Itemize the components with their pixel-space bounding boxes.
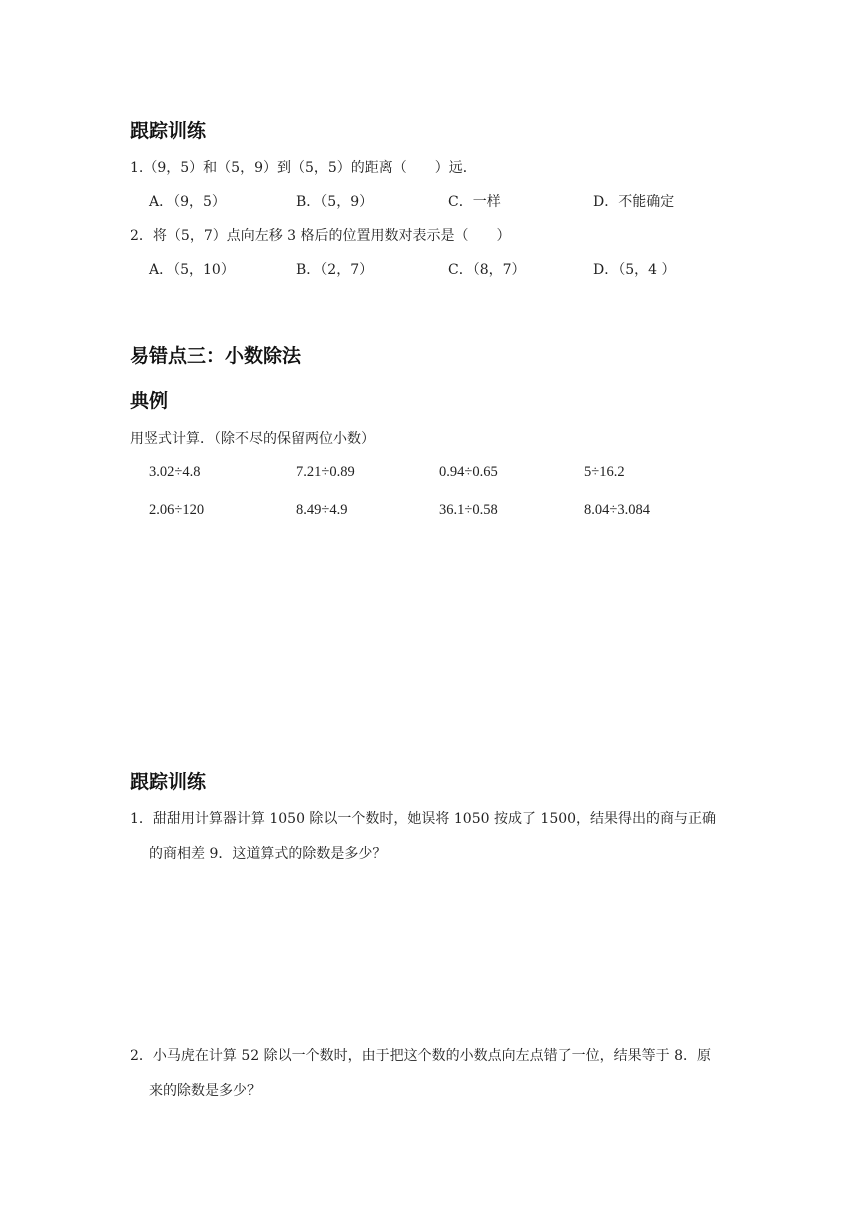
expression: 3.02÷4.8 <box>149 464 201 480</box>
word-problem-1-line-1: 1．甜甜用计算器计算 1050 除以一个数时，她误将 1050 按成了 1500，结果得出的商与正确 <box>130 811 717 827</box>
expression: 8.04÷3.084 <box>584 502 650 518</box>
expression: 8.49÷4.9 <box>296 502 348 518</box>
section1-heading: 跟踪训练 <box>130 120 207 142</box>
example-heading: 典例 <box>130 390 169 412</box>
question-1-stem: 1.（9，5）和（5，9）到（5，5）的距离（ ）远． <box>130 160 477 176</box>
section3-heading: 跟踪训练 <box>130 771 207 793</box>
q2-option-b: B．（2，7） <box>296 262 374 278</box>
section2-heading: 易错点三：小数除法 <box>130 345 302 367</box>
word-problem-2-line-1: 2．小马虎在计算 52 除以一个数时，由于把这个数的小数点向左点错了一位，结果等于 8．原 <box>130 1048 711 1064</box>
expression: 36.1÷0.58 <box>439 502 498 518</box>
q2-option-c: C．（8，7） <box>448 262 526 278</box>
expression: 5÷16.2 <box>584 464 625 480</box>
q2-option-d: D．（5，4 ） <box>593 262 676 278</box>
q1-option-a: A．（9，5） <box>149 194 226 210</box>
question-2-stem: 2．将（5，7）点向左移 3 格后的位置用数对表示是（ ） <box>130 228 511 244</box>
expression: 7.21÷0.89 <box>296 464 355 480</box>
expression: 0.94÷0.65 <box>439 464 498 480</box>
q1-option-c: C．一样 <box>448 194 501 210</box>
example-instruction: 用竖式计算．（除不尽的保留两位小数） <box>130 431 375 447</box>
word-problem-1-line-2: 的商相差 9．这道算式的除数是多少？ <box>149 846 387 862</box>
q2-option-a: A．（5，10） <box>149 262 235 278</box>
expression: 2.06÷120 <box>149 502 205 518</box>
word-problem-2-line-2: 来的除数是多少？ <box>149 1083 261 1099</box>
q1-option-b: B．（5，9） <box>296 194 374 210</box>
q1-option-d: D．不能确定 <box>593 194 675 210</box>
